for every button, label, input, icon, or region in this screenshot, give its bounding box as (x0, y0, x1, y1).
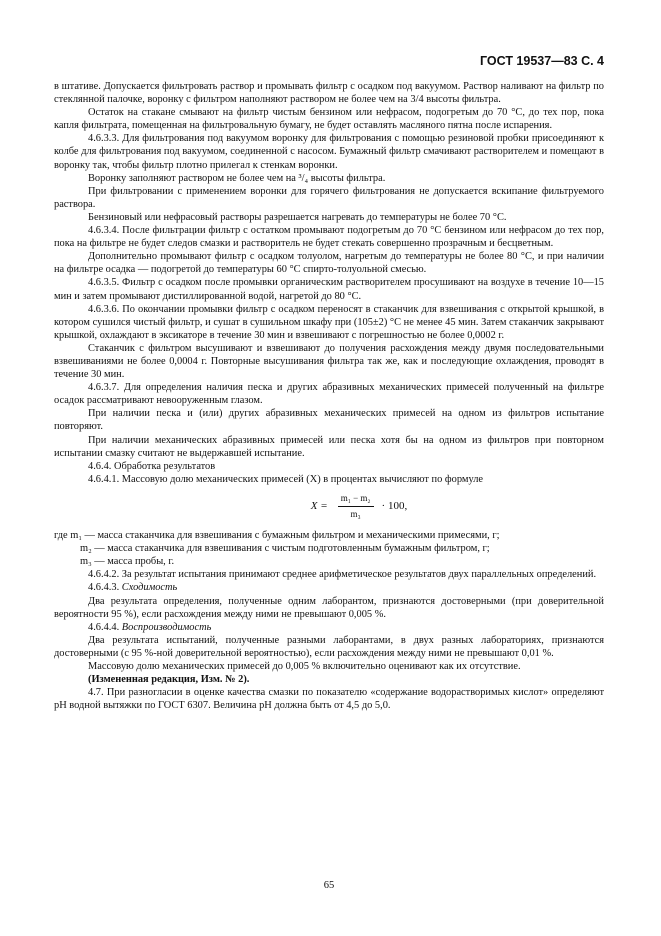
formula-legend (54, 529, 604, 568)
paragraph: 4.7. При разногласии в оценке качества смазки по показателю «содержание водорастворимых кислот» определяют pH водной вытяжки по ГОСТ 6307. Величина pH должна быть от 4,5 до 5,0. (54, 687, 604, 712)
subsection-number: 4.6.4.3. (88, 582, 120, 594)
subsection-heading (54, 581, 604, 594)
legend-item: m₃ — масса пробы, г. (80, 556, 175, 568)
paragraph: Воронку заполняют раствором не более чем на ³/₄ высоты фильтра. (88, 172, 386, 184)
subsection-title: Сходимость (121, 582, 178, 594)
paragraph: 4.6.3.3. Для фильтрования под вакуумом воронку для фильтрования с помощью резиновой пробки присоединяют к колбе для фильтрования под вакуумом, соединенной с насосом. Бумажный фильтр смачивают растворителем и помещают в воронку так, чтобы фильтр плотно прилегал к стенкам воронки. (54, 133, 604, 171)
paragraph: 4.6.3.6. По окончании промывки фильтр с осадком переносят в стаканчик для взвешивания с открытой крышкой, в котором сушился чистый фильтр, и сушат в сушильном шкафу при (105±2) °С не менее 45 мин. Затем стаканчик закрывают крышкой, охлаждают в эксикаторе в течение 30 мин и взвешивают с погрешностью не более 0,0002 г. (54, 303, 604, 341)
paragraph: При наличии песка и (или) других абразивных механических примесей на одном из фильтров испытание повторяют. (54, 408, 604, 433)
paragraph: 4.6.4.1. Массовую долю механических примесей (X) в процентах вычисляют по формуле (88, 473, 483, 485)
paragraph: Два результата определения, полученные одним лаборантом, признаются достоверными (при доверительной вероятности 95 %), если расхождения между ними не превышают 0,005 %. (54, 595, 604, 620)
paragraph: Бензиновый или нефрасовый растворы разрешается нагревать до температуры не более 70 °С. (88, 211, 507, 223)
formula-denominator: m₃ (350, 509, 361, 519)
formula-fraction (338, 492, 374, 521)
paragraph: 4.6.3.7. Для определения наличия песка и других абразивных механических примесей полученный на фильтре осадок рассматривают невооруженным глазом. (54, 382, 604, 407)
paragraph: 4.6.3.4. После фильтрации фильтр с остатком промывают подогретым до 70 °С бензином или нефрасом до тех пор, пока на фильтре не будет следов смазки и растворитель не будет стекать совершенно прозрачным и бесцветным. (54, 225, 604, 250)
formula-numerator: m₁ − m₂ (338, 492, 374, 507)
amendment-text: (Измененная редакция, Изм. № 2). (88, 674, 250, 686)
subsection-heading (54, 621, 604, 634)
paragraph: Остаток на стакане смывают на фильтр чистым бензином или нефрасом, подогретым до 70 °С, до тех пор, пока капля фильтрата, помещенная на фильтровальную бумагу, не будет оставлять масляного пятна после испарения. (54, 107, 604, 132)
legend-item: где m₁ — масса стаканчика для взвешивания с бумажным фильтром и механическими примесями, г; (54, 530, 500, 542)
document-body (54, 80, 604, 712)
paragraph: 4.6.3.5. Фильтр с осадком после промывки органическим растворителем просушивают на воздухе в течение 10—15 мин и затем промывают дистиллированной водой, нагретой до 80 °С. (54, 277, 604, 302)
paragraph: При фильтровании с применением воронки для горячего фильтрования не допускается вскипание фильтруемого раствора. (54, 185, 604, 210)
amendment-note (54, 673, 604, 686)
subsection-title: Воспроизводимость (121, 621, 212, 633)
section-heading: 4.6.4. Обработка результатов (88, 460, 216, 472)
formula-tail: · 100, (381, 499, 408, 512)
paragraph: Стаканчик с фильтром высушивают и взвешивают до получения расхождения между двумя последовательными взвешиваниями не более 0,0004 г. Повторные высушивания фильтра так же, как и последующие охлаждения, проводят в течение 30 мин. (54, 342, 604, 381)
paragraph: в штативе. Допускается фильтровать раствор и промывать фильтр с осадком под вакуумом. Раствор наливают на фильтр по стеклянной палочке, воронку с фильтром наполняют раствором не более чем на 3/4 высоты фильтра. (54, 81, 604, 106)
paragraph: Два результата испытаний, полученные разными лаборантами, в двух разных лабораториях, признаются достоверными (с 95 %-ной доверительной вероятностью), если расхождения между ними не превышают 0,01 %. (54, 634, 604, 659)
paragraph: 4.6.4.2. За результат испытания принимают среднее арифметическое результатов двух параллельных определений. (88, 569, 597, 581)
paragraph: Дополнительно промывают фильтр с осадком толуолом, нагретым до температуры не более 80 °С, и при наличии на фильтре осадка — подогретой до температуры 60 °С спирто-толуольной смесью. (54, 251, 604, 276)
formula-lhs: X = (310, 499, 328, 512)
paragraph: При наличии механических абразивных примесей или песка хотя бы на одном из фильтров при повторном испытании смазку считают не выдержавшей испытание. (54, 434, 604, 459)
formula (114, 492, 604, 521)
subsection-number: 4.6.4.4. (88, 621, 120, 633)
page-header: ГОСТ 19537—83 С. 4 (479, 54, 604, 68)
legend-item: m₂ — масса стаканчика для взвешивания с чистым подготовленным бумажным фильтром, г; (80, 543, 490, 555)
page-number: 65 (323, 880, 335, 891)
paragraph: Массовую долю механических примесей до 0,005 % включительно оценивают как их отсутствие. (88, 661, 521, 673)
